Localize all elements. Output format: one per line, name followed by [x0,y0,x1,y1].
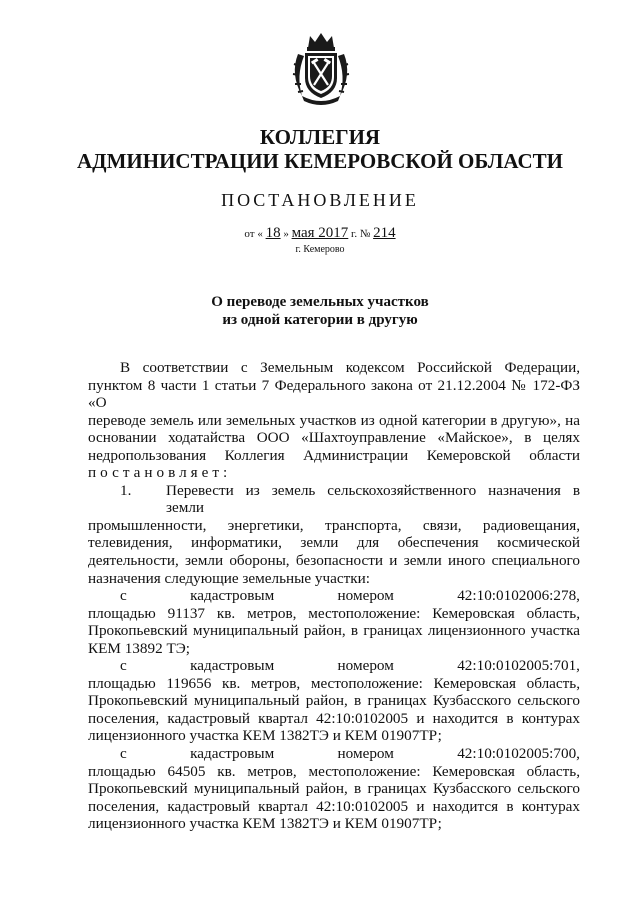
parcel-head-word: номером [337,657,394,675]
date-day: 18 [265,225,281,241]
preamble-line-text: В соответствии с Земельным кодексом Российской Федерации, [120,359,580,376]
item1-line: назначения следующие земельные участки: [88,569,370,587]
item1-line-text: Перевести из земель сельскохозяйственного назначения в земли [166,481,580,517]
decree-word: постановляет: [88,464,232,482]
parcel-line: Прокопьевский муниципальный район, в границах лицензионного участка [88,622,580,640]
parcel-head-word: кадастровым [190,587,275,605]
parcel-line: Прокопьевский муниципальный район, в границах Кузбасского сельского [88,692,580,710]
preamble-line: пунктом 8 части 1 статьи 7 Федерального закона от 21.12.2004 № 172-ФЗ «О [88,376,580,412]
parcel-line: площадью 64505 кв. метров, местоположение: Кемеровская область, [88,762,580,780]
item1-line: деятельности, земли обороны, безопасности и земли иного специального [88,552,580,570]
document-body [88,359,580,833]
item1-line: телевидения, информатики, земли для обеспечения космической [88,534,580,552]
parcel-head-word: номером [337,587,394,605]
parcel-line: лицензионного участка КЕМ 1382ТЭ и КЕМ 01907ТР; [88,727,442,745]
preamble-line: основании ходатайства ООО «Шахтоуправление «Майское», в целях [88,429,580,447]
parcel-head [88,745,580,763]
parcel-head-word: кадастровым [190,657,275,675]
parcel-line: Прокопьевский муниципальный район, в границах Кузбасского сельского [88,780,580,798]
parcel-cadastral-number: 42:10:0102005:700, [457,745,580,763]
preamble-line: переводе земель или земельных участков из одной категории в другую», на [88,411,580,429]
item1-first-line [88,482,580,517]
parcel-head-word: с [120,657,127,675]
preamble-line [88,359,580,377]
date-month-year: мая 2017 [291,225,349,241]
parcel-line: площадью 91137 кв. метров, местоположение: Кемеровская область, [88,604,580,622]
item1-number: 1. [120,481,132,499]
parcel-line: поселения, кадастровый квартал 42:10:0102005 и находится в контурах [88,797,580,815]
preamble-line: недропользования Коллегия Администрации Кемеровской области [88,446,580,464]
parcel-head-word: номером [337,745,394,763]
parcel-head-word: кадастровым [190,745,275,763]
title-line2: из одной категории в другую [222,312,418,328]
parcel-line: поселения, кадастровый квартал 42:10:0102005 и находится в контурах [88,709,580,727]
date-suffix: г. № [351,228,371,240]
parcel-cadastral-number: 42:10:0102005:701, [457,657,580,675]
parcel-head-word: с [120,745,127,763]
date-mid: » [283,228,289,240]
parcel-cadastral-number: 42:10:0102006:278, [457,587,580,605]
date-prefix: от « [244,228,263,240]
parcel-head [88,587,580,605]
parcel-line: площадью 119656 кв. метров, местоположение: Кемеровская область, [88,674,580,692]
parcel-line: лицензионного участка КЕМ 1382ТЭ и КЕМ 01907ТР; [88,815,442,833]
kemerovo-coat-of-arms-icon [288,30,354,108]
org-name-line2: АДМИНИСТРАЦИИ КЕМЕРОВСКОЙ ОБЛАСТИ [76,149,564,173]
parcel-head-word: с [120,587,127,605]
document-number: 214 [373,225,396,241]
document-type: ПОСТАНОВЛЕНИЕ [221,190,419,210]
document-city: г. Кемерово [295,244,345,255]
title-line1: О переводе земельных участков [211,294,429,310]
parcel-line: КЕМ 13892 ТЭ; [88,639,190,657]
document-date-number [0,225,640,242]
org-name-line1: КОЛЛЕГИЯ [259,125,381,149]
parcel-head [88,657,580,675]
document-title [0,293,640,329]
item1-line: промышленности, энергетики, транспорта, связи, радиовещания, [88,516,580,534]
